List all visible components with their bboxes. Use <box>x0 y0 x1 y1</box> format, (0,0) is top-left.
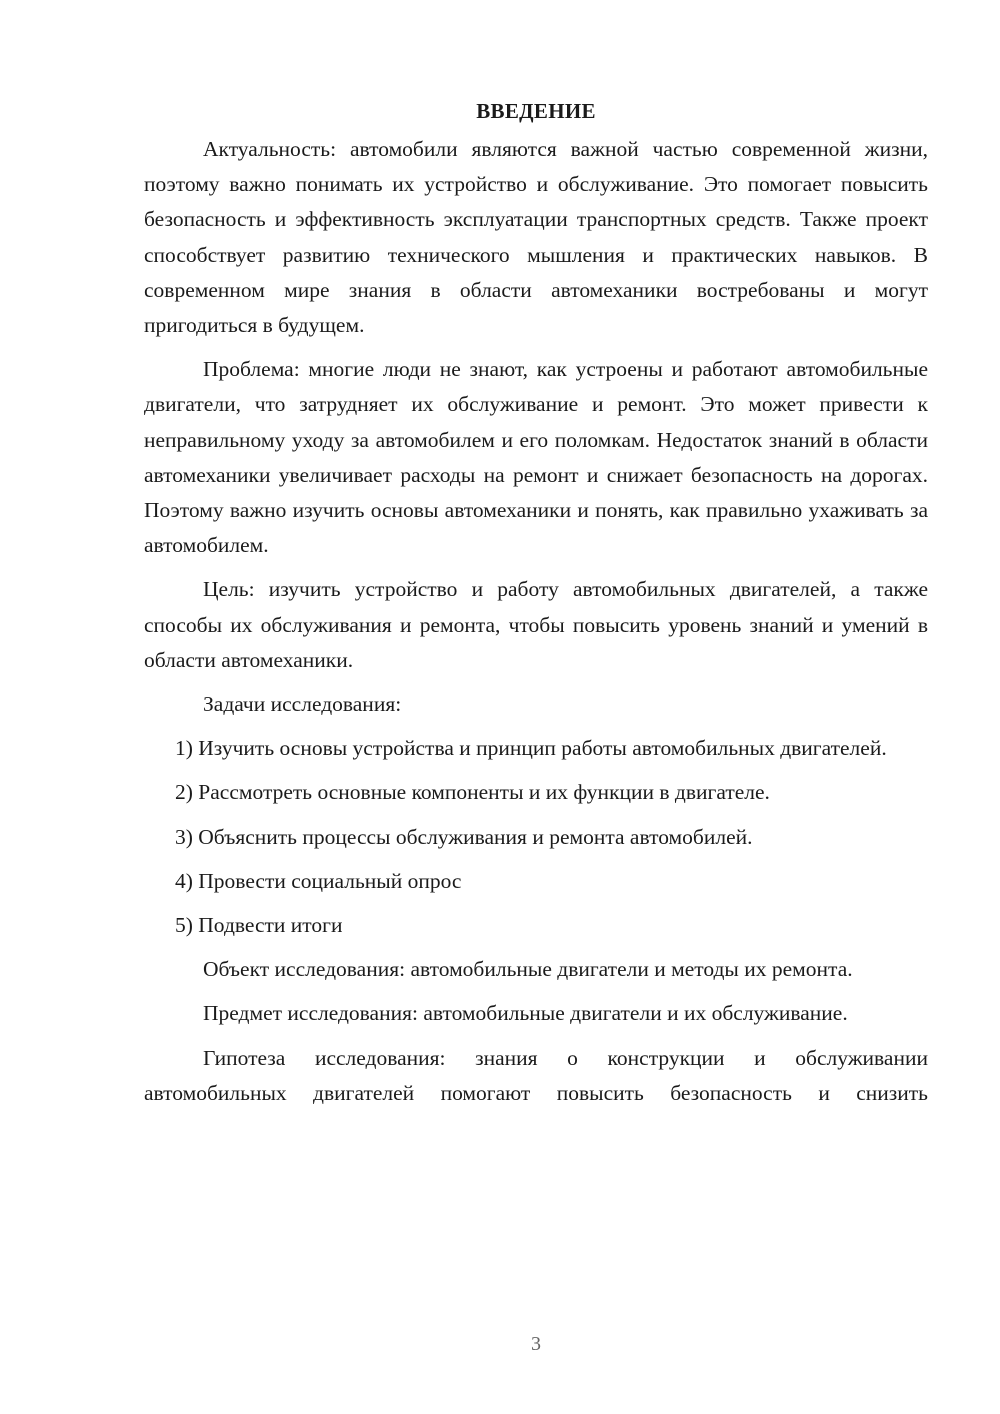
paragraph-goal: Цель: изучить устройство и работу автомобильных двигателей, а также способы их обслуживания и ремонта, чтобы повысить уровень знаний и умений в области автомеханики. <box>144 577 928 672</box>
paragraph-subject: Предмет исследования: автомобильные двигатели и их обслуживание. <box>203 1001 848 1026</box>
document-page <box>144 96 928 1111</box>
tasks-heading: Задачи исследования: <box>203 692 402 717</box>
paragraph-hypothesis: Гипотеза исследования: знания о конструкции и обслуживании автомобильных двигателей помогают повысить безопасность и снизить <box>144 1045 928 1105</box>
task-item-3: 3) Объяснить процессы обслуживания и ремонта автомобилей. <box>175 824 753 849</box>
paragraph-object: Объект исследования: автомобильные двигатели и методы их ремонта. <box>203 957 853 982</box>
task-item-1: 1) Изучить основы устройства и принцип работы автомобильных двигателей. <box>175 736 887 761</box>
paragraph-problem: Проблема: многие люди не знают, как устроены и работают автомобильные двигатели, что затрудняет их обслуживание и ремонт. Это может привести к неправильному уходу за автомобилем и его поломкам. Недостаток знаний в области автомеханики увеличивает расходы на ремонт и снижает безопасность на дорогах. Поэтому важно изучить основы автомеханики и понять, как правильно ухаживать за автомобилем. <box>144 357 928 558</box>
task-item-2: 2) Рассмотреть основные компоненты и их функции в двигателе. <box>175 780 770 805</box>
paragraph-relevance: Актуальность: автомобили являются важной частью современной жизни, поэтому важно понимать их устройство и обслуживание. Это помогает повысить безопасность и эффективность эксплуатации транспортных средств. Также проект способствует развитию технического мышления и практических навыков. В современном мире знания в области автомеханики востребованы и могут пригодиться в будущем. <box>144 137 928 338</box>
section-title: ВВЕДЕНИЕ <box>476 99 596 123</box>
task-item-5: 5) Подвести итоги <box>175 913 343 938</box>
task-item-4: 4) Провести социальный опрос <box>175 868 462 893</box>
page-number: 3 <box>531 1333 541 1355</box>
